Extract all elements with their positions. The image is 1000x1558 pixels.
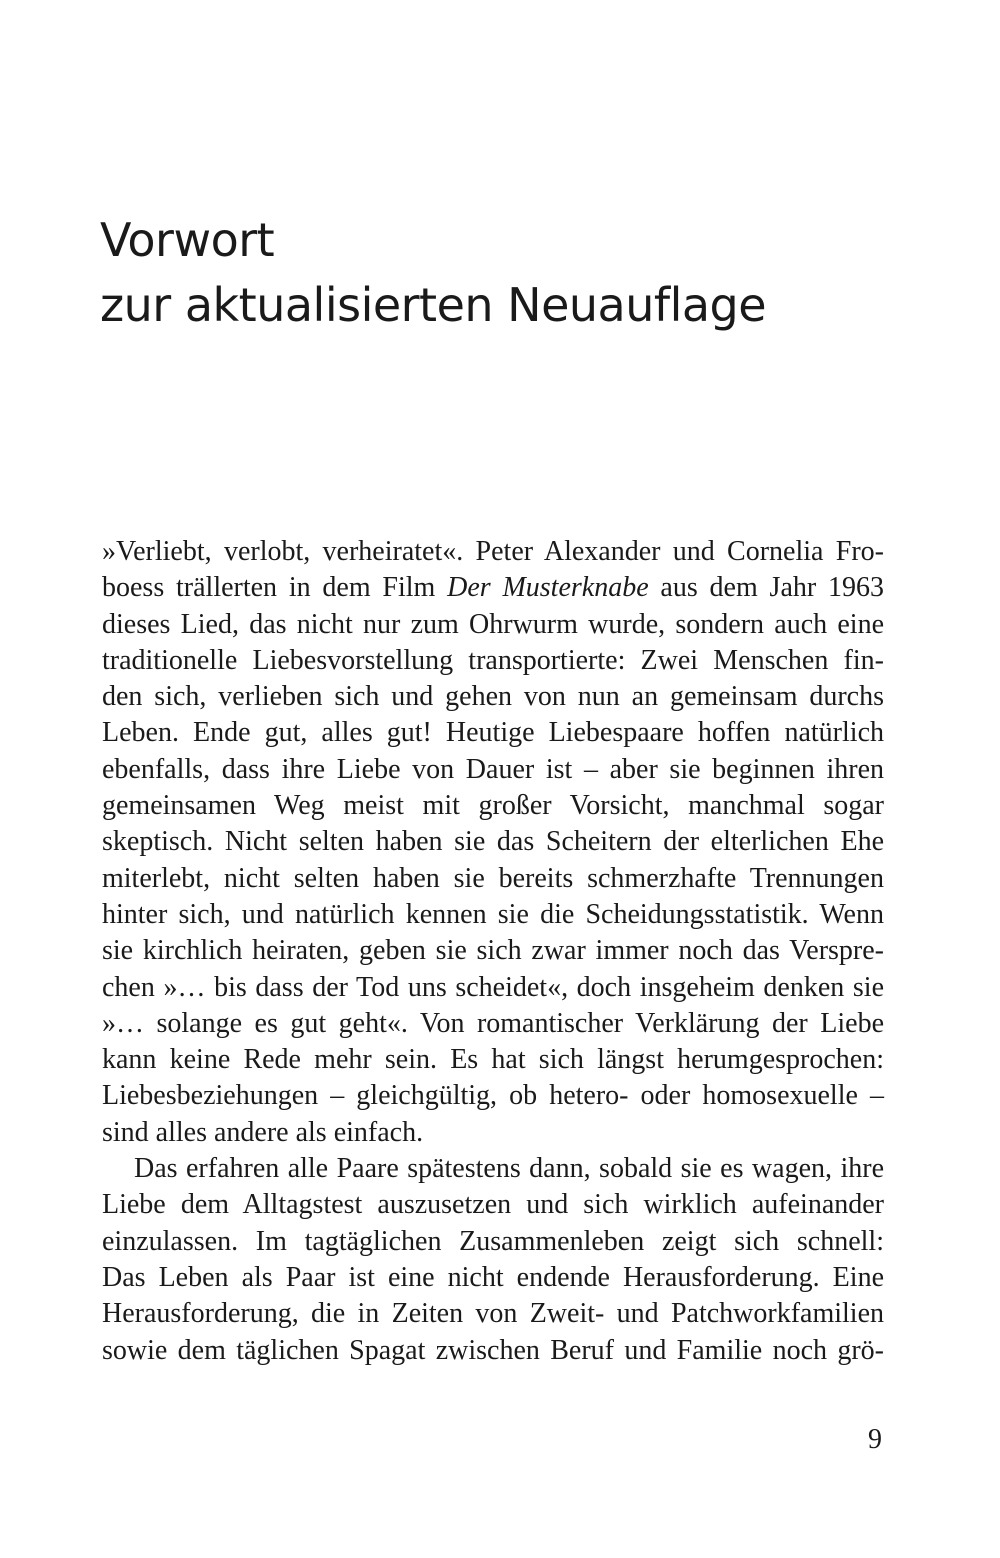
text-line: ebenfalls, dass ihre Liebe von Dauer ist – aber sie beginnen ihren xyxy=(102,753,884,785)
text-line: traditionelle Liebesvorstellung transportierte: Zwei Menschen fin- xyxy=(102,644,884,676)
text-line: miterlebt, nicht selten haben sie bereits schmerzhafte Trennungen xyxy=(102,862,884,894)
text-line: Das erfahren alle Paare spätestens dann, sobald sie es wagen, ihre xyxy=(134,1153,884,1185)
chapter-heading-line-1: Vorwort xyxy=(100,213,275,267)
text-line: gemeinsamen Weg meist mit großer Vorsicht, manchmal sogar xyxy=(102,790,884,822)
text-line: sowie dem täglichen Spagat zwischen Beruf und Familie noch grö- xyxy=(102,1334,884,1366)
text-line: Leben. Ende gut, alles gut! Heutige Liebespaare hoffen natürlich xyxy=(102,717,884,749)
film-title: Der Musterknabe xyxy=(447,572,649,604)
text-line: hinter sich, und natürlich kennen sie die Scheidungsstatistik. Wenn xyxy=(102,898,884,930)
page-number: 9 xyxy=(868,1424,882,1455)
body-text xyxy=(102,534,884,1369)
text-line: chen »… bis dass der Tod uns scheidet«, doch insgeheim denken sie xyxy=(102,971,884,1003)
text-line: »… solange es gut geht«. Von romantischer Verklärung der Liebe xyxy=(102,1007,884,1039)
text-line xyxy=(102,570,884,606)
text-segment: boess trällerten in dem Film xyxy=(102,572,448,604)
text-segment: aus dem Jahr 1963 xyxy=(648,572,884,604)
chapter-heading xyxy=(100,208,900,338)
chapter-heading-line-2: zur aktualisierten Neuauflage xyxy=(100,278,767,332)
text-line: dieses Lied, das nicht nur zum Ohrwurm wurde, sondern auch eine xyxy=(102,608,884,640)
text-line: skeptisch. Nicht selten haben sie das Scheitern der elterlichen Ehe xyxy=(102,826,884,858)
text-line: Das Leben als Paar ist eine nicht endende Herausforderung. Eine xyxy=(102,1261,884,1293)
text-line: kann keine Rede mehr sein. Es hat sich längst herumgesprochen: xyxy=(102,1044,884,1076)
text-line: Liebe dem Alltagstest auszusetzen und sich wirklich aufeinander xyxy=(102,1189,884,1221)
text-line: sind alles andere als einfach. xyxy=(102,1116,424,1148)
text-line: Herausforderung, die in Zeiten von Zweit- und Patchworkfamilien xyxy=(102,1298,884,1330)
text-line: »Verliebt, verlobt, verheiratet«. Peter Alexander und Cornelia Fro- xyxy=(102,536,884,567)
text-line: Liebesbeziehungen – gleichgültig, ob hetero- oder homosexuelle – xyxy=(102,1080,884,1112)
paragraph-2 xyxy=(102,1151,884,1369)
text-line: sie kirchlich heiraten, geben sie sich zwar immer noch das Verspre- xyxy=(102,935,884,967)
paragraph-1 xyxy=(102,534,884,1151)
text-line: einzulassen. Im tagtäglichen Zusammenleben zeigt sich schnell: xyxy=(102,1225,884,1257)
text-line: den sich, verlieben sich und gehen von nun an gemeinsam durchs xyxy=(102,681,884,713)
